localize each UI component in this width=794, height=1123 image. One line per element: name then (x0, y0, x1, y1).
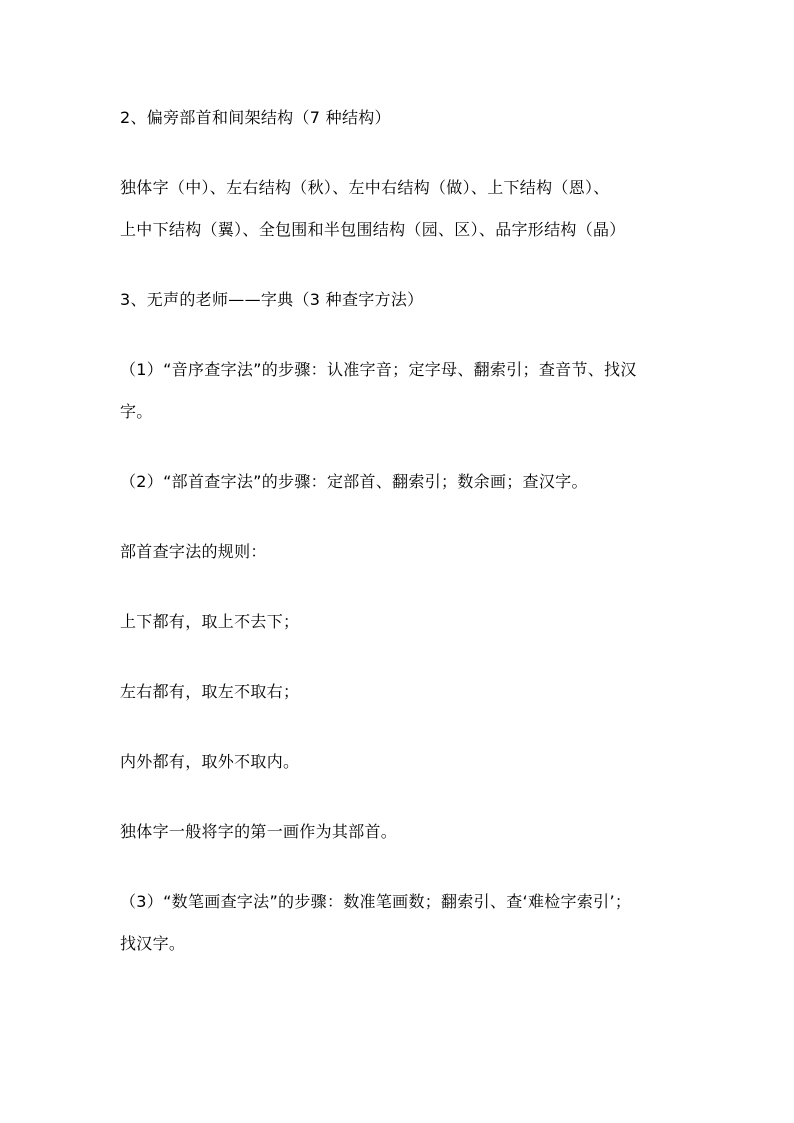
paragraph-line: 独体字（中）、左右结构（秋）、左中右结构（做）、上下结构（恩）、 (120, 178, 610, 197)
paragraph-line: （3）“数笔画查字法”的步骤：数准笔画数；翻索引、查‘难检字索引’； (120, 892, 632, 911)
paragraph-line: （1）“音序查字法”的步骤：认准字音；定字母、翻索引；查音节、找汉 (120, 360, 637, 379)
paragraph-line: 部首查字法的规则： (120, 542, 267, 561)
section-heading-dictionary: 3、无声的老师——字典（3 种查字方法） (120, 290, 424, 309)
paragraph-line: （2）“部首查字法”的步骤：定部首、翻索引；数余画；查汉字。 (120, 472, 588, 491)
paragraph-line: 字。 (120, 402, 153, 421)
paragraph-line: 内外都有，取外不取内。 (120, 752, 300, 771)
paragraph-line: 左右都有，取左不取右； (120, 682, 300, 701)
paragraph-line: 找汉字。 (120, 934, 186, 953)
paragraph-line: 上下都有，取上不去下； (120, 612, 300, 631)
section-heading-structure: 2、偏旁部首和间架结构（7 种结构） (120, 108, 391, 127)
paragraph-line: 上中下结构（翼）、全包围和半包围结构（园、区）、品字形结构（晶） (120, 220, 626, 239)
paragraph-line: 独体字一般将字的第一画作为其部首。 (120, 822, 398, 841)
